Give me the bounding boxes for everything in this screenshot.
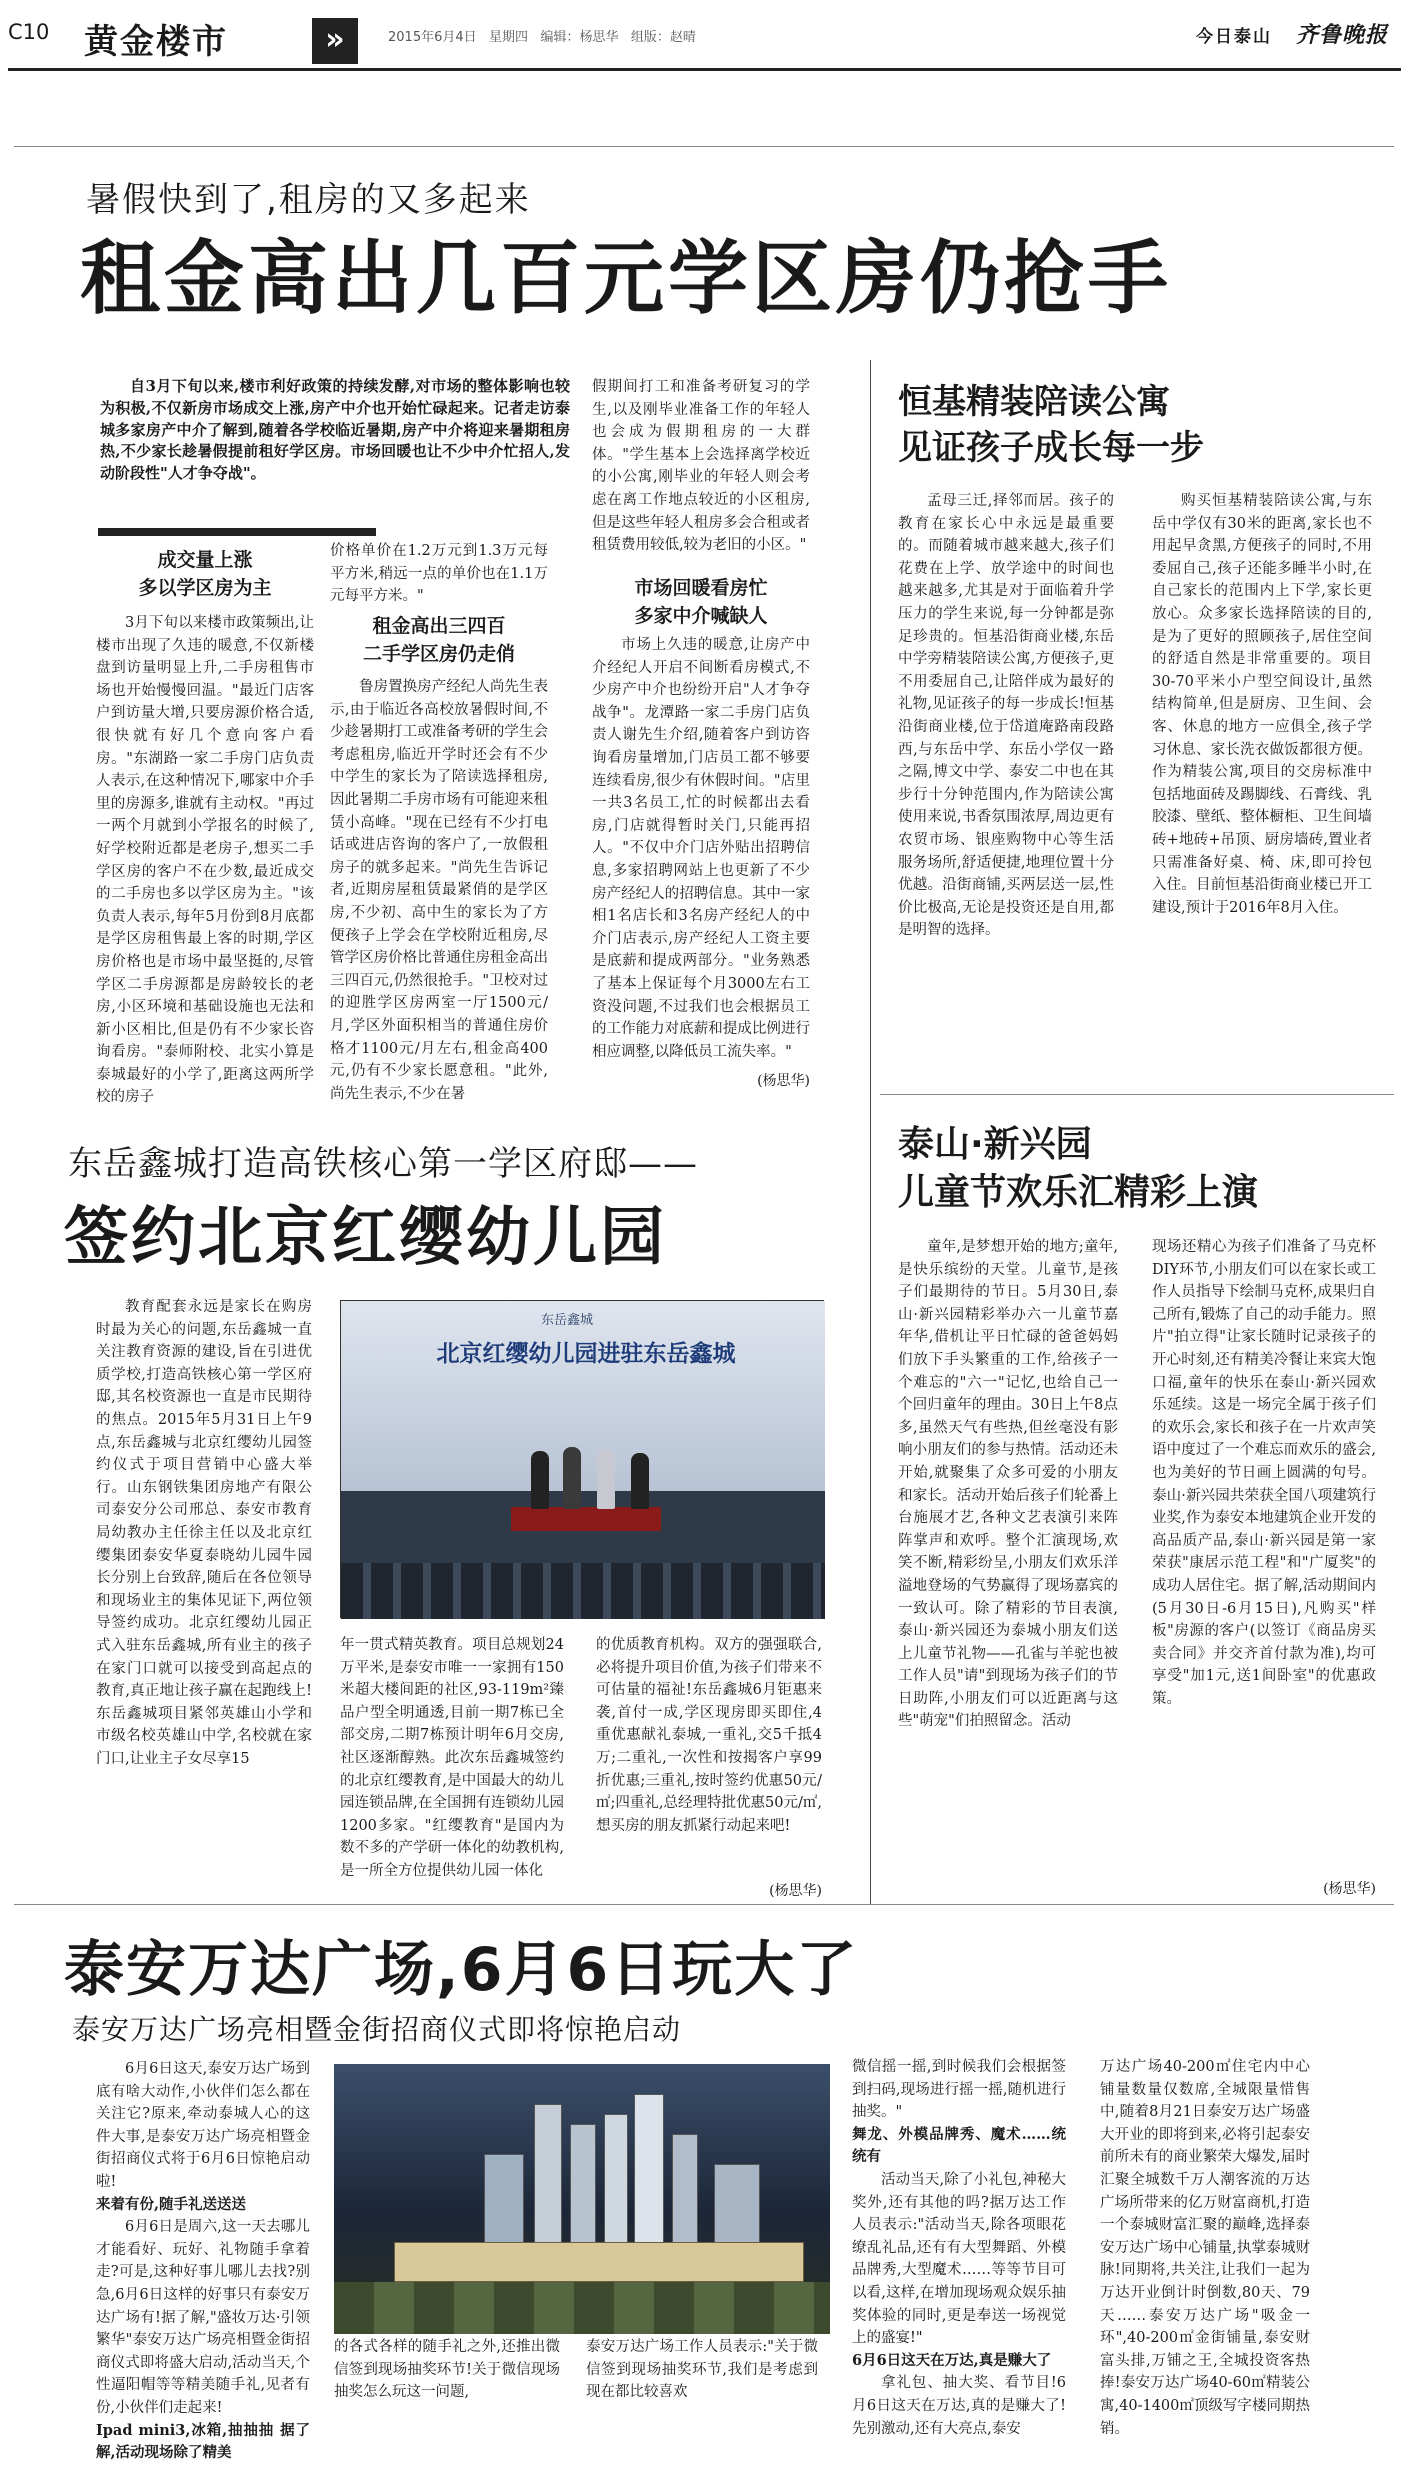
article3-column-a: [96, 1296, 312, 1902]
tower: [570, 2124, 596, 2254]
article1-column-b2-text: 鲁房置换房产经纪人尚先生表示,由于临近各高校放暑假时间,不少趁暑期打工或准备考研的学生会考虑租房,临近开学时还会有不少中学生的家长为了陪读选择租房,因此暑期二手房市场有可能迎来租赁小高峰。"现在已经有不少打电话或进店咨询的客户了,一放假租房子的就多起来。"尚先生告诉记者,近期房屋租赁最紧俏的是学区房,不少初、高中生的家长为了方便孩子上学会在学校附近租房,尽管学区房价格比普通住房租金高出三四百元,仍然很抢手。"卫校对过的迎胜学区房两室一厅1500元/月,学区外面积相当的普通住房价格才1100元/月左右,租金高400元,仍有不少家长愿意租。"此外,尚先生表示,不少在暑: [330, 679, 548, 1102]
person-figure: [597, 1449, 615, 1509]
article5-column-a-subhead: 来着有份,随手礼送送送: [96, 2195, 247, 2213]
article4-column-a: [898, 1236, 1118, 1886]
tower: [484, 2154, 524, 2254]
article4-column-a-text: 童年,是梦想开始的地方;童年,是快乐缤纷的天堂。儿童节,是孩子们最期待的节日。5月30日,泰山·新兴园精彩举办六一儿童节嘉年华,借机让平日忙碌的爸爸妈妈们放下手头繁重的工作,给孩子一个难忘的"六一"记忆,也给自己一个回归童年的理由。30日上午8点多,虽然天气有些热,但丝毫没有影响小朋友们的参与热情。活动还未开始,就聚集了众多可爱的小朋友和家长。活动开始后孩子们轮番上台施展才艺,各种文艺表演引来阵阵掌声和欢呼。整个汇演现场,欢笑不断,精彩纷呈,小朋友们欢乐洋溢地登场的气势赢得了现场嘉宾的一致认可。除了精彩的节目表演,泰山·新兴园还为泰城小朋友们送上儿童节礼物——孔雀与羊驼也被工作人员"请"到现场为孩子们的节日助阵,小朋友们可以近距离与这些"萌宠"们拍照留念。活动: [898, 1239, 1118, 1730]
column-divider-2: [870, 1106, 871, 1904]
article1-column-a: [96, 612, 314, 1106]
article3-column-a-text: 教育配套永远是家长在购房时最为关心的问题,东岳鑫城一直关注教育资源的建设,旨在引进优质学校,打造高铁核心第一学区府邸,其名校资源也一直是市民期待的焦点。2015年5月31日上午9点,东岳鑫城与北京红缨幼儿园签约仪式于项目营销中心盛大举行。山东钢铁集团房地产有限公司泰安分公司邢总、泰安市教育局幼教办主任徐主任以及北京红缨集团泰安华夏泰晓幼儿园牛园长分别上台致辞,随后在各位领导和现场业主的集体见证下,两位领导签约成功。北京红缨幼儿园正式入驻东岳鑫城,所有业主的孩子在家门口就可以接受到高起点的教育,真正地让孩子赢在起跑线上!东岳鑫城项目紧邻英雄山小学和市级名校英雄山中学,名校就在家门口,让业主子女尽享15: [96, 1299, 312, 1767]
article4-headline-line1: 泰山·新兴园: [898, 1124, 1092, 1165]
article5-column-d-text: 微信摇一摇,到时候我们会根据签到扫码,现场进行摇一摇,随机进行抽奖。": [852, 2059, 1066, 2121]
article2-column-b-text: 购买恒基精装陪读公寓,与东岳中学仅有30米的距离,家长也不用起早贪黑,方便孩子的同时,不用委屈自己,孩子还能多睡半小时,在自己家长的范围内上下学,家长更放心。众多家长选择陪读的目的,是为了更好的照顾孩子,居住空间的舒适自然是非常重要的。项目30-70平米小户型空间设计,虽然结构简单,但是厨房、卫生间、会客、休息的地方一应俱全,孩子学习休息、家长洗衣做饭都很方便。作为精装公寓,项目的交房标准中包括地面砖及踢脚线、石膏线、乳胶漆、壁纸、整体橱柜、卫生间墙砖+地砖+吊顶、厨房墙砖,置业者只需准备好桌、椅、床,即可拎包入住。目前恒基沿街商业楼已开工建设,预计于2016年8月入住。: [1152, 493, 1372, 916]
article2-column-a-text: 孟母三迁,择邻而居。孩子的教育在家长心中永远是最重要的。而随着城市越来越大,孩子们花费在上学、放学途中的时间也越来越多,尤其是对于面临着升学压力的学生来说,每一分钟都是弥足珍贵的。恒基沿街商业楼,东岳中学旁精装陪读公寓,方便孩子,更不用委屈自己,让陪伴成为最好的礼物,见证孩子的每一步成长!恒基沿街商业楼,位于岱道庵路南段路西,与东岳中学、东岳小学仅一路之隔,博文中学、泰安二中也在其步行十分钟范围内,作为陪读公寓使用来说,书香氛围浓厚,周边更有农贸市场、银座购物中心等生活服务场所,舒适便捷,地理位置十分优越。沿街商铺,买两层送一层,性价比极高,无论是投资还是自用,都是明智的选择。: [898, 493, 1114, 939]
article2-column-b: [1152, 490, 1372, 1090]
article5-column-a-text2: 6月6日是周六,这一天去哪儿才能看好、玩好、礼物随手拿着走?可是,这种好事儿哪儿去找?别急,6月6日这样的好事只有泰安万达广场有!据了解,"盛妆万达·引领繁华"泰安万达广场亮相暨金街招商仪式即将盛大启动,活动当天,个性逼阳帽等等精美随手礼,见者有份,小伙伴们走起来!: [96, 2219, 310, 2416]
article5-column-d-text3: 拿礼包、抽大奖、看节目!6月6日这天在万达,真的是赚大了!先别激动,还有大亮点,泰安: [852, 2375, 1066, 2437]
article1-column-b1-text: 价格单价在1.2万元到1.3万元每平方米,稍远一点的单价也在1.1万元每平方米。": [330, 543, 548, 605]
article4-headline-line2: 儿童节欢乐汇精彩上演: [898, 1172, 1259, 1213]
double-chevron-right-icon: »: [312, 18, 358, 64]
article3-headline: 签约北京红缨幼儿园: [64, 1201, 667, 1275]
article5-headline: 泰安万达广场,6月6日玩大了: [64, 1935, 859, 2005]
article5-column-a-text3: Ipad mini3,冰箱,抽抽抽 据了解,活动现场除了精美: [96, 2421, 310, 2462]
article1-subhead2-line2: 二手学区房仍走俏: [362, 643, 515, 665]
article5-column-b-text: 的各式各样的随手礼之外,还推出微信签到现场抽奖环节!关于微信现场抽奖怎么玩这一问题,: [334, 2339, 560, 2401]
photo-banner-text: 北京红缨幼儿园进驻东岳鑫城: [436, 1341, 736, 1367]
article2-headline-line2: 见证孩子成长每一步: [898, 428, 1204, 468]
article3-kicker: 东岳鑫城打造高铁核心第一学区府邸——: [68, 1144, 698, 1184]
article1-subhead3-line1: 市场回暖看房忙: [634, 577, 768, 599]
page-number: C10: [8, 20, 50, 44]
stage-backdrop: [341, 1301, 825, 1491]
section-title: 黄金楼市: [84, 22, 228, 62]
section-rule-2: [880, 1094, 1394, 1095]
top-rule: [14, 146, 1394, 147]
article1-subhead3: [592, 574, 810, 630]
ground-plaza: [334, 2282, 830, 2334]
article2-headline-line1: 恒基精装陪读公寓: [898, 382, 1170, 422]
article2-column-a: [898, 490, 1114, 1090]
tower: [534, 2104, 562, 2254]
article1-subhead1-line1: 成交量上涨: [157, 549, 253, 571]
article1-headline: 租金高出几百元学区房仍抢手: [80, 232, 1172, 325]
article5-column-a: [96, 2058, 310, 2462]
article1-subhead1: [96, 546, 314, 602]
header-rule: [8, 68, 1401, 71]
tower: [634, 2094, 664, 2254]
article3-column-b-text: 年一贯式精英教育。项目总规划24万平米,是泰安市唯一一家拥有150米超大楼间距的社区,93-119m²臻品户型全明通透,目前一期7栋已全部交房,二期7栋预计明年6月交房,社区逐渐醇熟。此次东岳鑫城签约的北京红缨教育,是中国最大的幼儿园连锁品牌,在全国拥有连锁幼儿园1200多家。"红缨教育"是国内为数不多的产学研一体化的幼教机构,是一所全方位提供幼儿园一体化: [340, 1637, 564, 1879]
editor-credit: 编辑：杨思华: [540, 30, 619, 45]
article1-column-a-text: 3月下旬以来楼市政策频出,让楼市出现了久违的暖意,不仅新楼盘到访量明显上升,二手房租售市场也开始慢慢回温。"最近门店客户到访量大增,只要房源价格合适,很快就有好几个意向客户看房。"东湖路一家二手房门店负责人表示,在这种情况下,哪家中介手里的房源多,谁就有主动权。"再过一两个月就到小学报名的时候了,好学校附近都是老房子,想买二手学区房的客户不在少数,最近成交的二手房也多以学区房为主。"该负责人表示,每年5月份到8月底都是学区房租售最上客的时期,学区房价格也是市场中最坚挺的,尽管学区二手房源都是房龄较长的老房,小区环境和基础设施也无法和新小区相比,但是仍有不少家长咨询看房。"泰师附校、北实小算是泰城最好的小学了,距离这两所学校的房子: [96, 615, 314, 1106]
article5-column-e: [1100, 2056, 1310, 2437]
article5-column-d-text2: 活动当天,除了小礼包,神秘大奖外,还有其他的吗?据万达工作人员表示:"活动当天,除各项眼花缭乱礼品,还有有大型舞蹈、外模品牌秀,大型魔术……等等节目可以看,这样,在增加现场观众娱乐抽奖体验的同时,更是奉送一场视觉上的盛宴!": [852, 2171, 1066, 2347]
article5-column-d-subhead2: 6月6日这天在万达,真是赚大了: [852, 2351, 1052, 2369]
article3-column-b: [340, 1634, 564, 1900]
article1-lead: [100, 376, 570, 528]
article4-column-b-text: 现场还精心为孩子们准备了马克杯DIY环节,小朋友们可以在家长或工作人员指导下绘制马克杯,成果归自己所有,锻炼了自己的动手能力。照片"拍立得"让家长随时记录孩子的开心时刻,还有精美冷餐让来宾大饱口福,童年的快乐在泰山·新兴园欢乐延续。这是一场完全属于孩子们的欢乐会,家长和孩子在一片欢声笑语中度过了一个难忘而欢乐的盛会,也为美好的节日画上圆满的句号。泰山·新兴园共荣获全国八项建筑行业奖,作为泰安本地建筑企业开发的高品质产品,泰山·新兴园是第一家荣获"康居示范工程"和"广厦奖"的成功人居住宅。据了解,活动期间内(5月30日-6月15日),凡购买"样板"房源的客户(以签订《商品房买卖合同》并交齐首付款为准),均可享受"加1元,送1间卧室"的优惠政策。: [1152, 1239, 1376, 1707]
issue-date: 2015年6月4日: [388, 30, 477, 45]
article5-subhead: 泰安万达广场亮相暨金街招商仪式即将惊艳启动: [72, 2013, 682, 2046]
article4-column-b: [1152, 1236, 1376, 1876]
paper-logo: 齐鲁晚报: [1296, 22, 1389, 48]
person-figure: [563, 1447, 581, 1509]
column-divider-1: [870, 360, 871, 1120]
article3-signature: (杨思华): [769, 1883, 822, 1899]
signing-ceremony-photo: [340, 1300, 824, 1618]
article1-column-c: [592, 634, 810, 1072]
tower: [672, 2134, 698, 2254]
mall-podium: [394, 2242, 804, 2282]
issue-weekday: 星期四: [489, 30, 529, 45]
article3-column-c-text: 的优质教育机构。双方的强强联合,必将提升项目价值,为孩子们带来不可估量的福祉!东岳鑫城6月钜惠来袭,首付一成,学区现房即买即住,4重优惠献礼泰城,一重礼,交5千抵4万;二重礼,一次性和按揭客户享99折优惠;三重礼,按时签约优惠50元/㎡;四重礼,总经理特批优惠50元/㎡,想买房的朋友抓紧行动起来吧!: [596, 1637, 822, 1834]
article1-subhead3-line2: 多家中介喊缺人: [634, 605, 768, 627]
section-rule-3: [14, 1904, 1394, 1905]
person-figure: [631, 1453, 649, 1509]
article5-column-b: [334, 2336, 560, 2401]
article1-column-c-text: 市场上久违的暖意,让房产中介经纪人开启不间断看房模式,不少房产中介也纷纷开启"人才争夺战争"。龙潭路一家二手房门店负责人谢先生介绍,随着客户到访咨询看房量增加,门店员工都不够要连续看房,很少有休假时间。"店里一共3名员工,忙的时候都出去看房,门店就得暂时关门,只能再招人。"不仅中介门店外贴出招聘信息,多家招聘网站上也更新了不少房产经纪人的招聘信息。其中一家相1名店长和3名房产经纪人的中介门店表示,房产经纪人工资主要是底薪和提成两部分。"业务熟悉了基本上保证每个月3000左右工资没问题,不过我们也会根据员工的工作能力对底薪和提成比例进行相应调整,以降低员工流失率。": [592, 637, 810, 1060]
article1-subhead1-line2: 多以学区房为主: [138, 577, 272, 599]
article5-column-c-text: 泰安万达广场工作人员表示:"关于微信签到现场抽奖环节,我们是考虑到现在都比较喜欢: [586, 2339, 818, 2401]
article5-column-d-subhead: 舞龙、外模品牌秀、魔术……统统有: [852, 2125, 1066, 2166]
article4-signature: (杨思华): [1323, 1881, 1376, 1897]
tower: [604, 2114, 628, 2254]
article1-column-c-top: [592, 376, 810, 558]
article5-column-c: [586, 2336, 818, 2401]
article1-kicker: 暑假快到了,租房的又多起来: [86, 180, 531, 220]
article1-subhead2: [330, 612, 548, 668]
edition-name: 今日泰山: [1196, 27, 1272, 47]
audience-row: [341, 1563, 825, 1619]
header-meta: [388, 26, 696, 45]
article1-column-c-top-text: 假期间打工和准备考研复习的学生,以及刚毕业准备工作的年轻人也会成为假期租房的一大群体。"学生基本上会选择离学校近的小公寓,刚毕业的年轻人则会考虑在离工作地点较近的小区租房,但是这些年轻人租房多会合租或者租赁费用较低,较为老旧的小区。": [592, 379, 810, 554]
article1-column-b1: [330, 540, 548, 610]
article5-column-a-text: 6月6日这天,泰安万达广场到底有啥大动作,小伙伴们怎么都在关注它?原来,牵动泰城人心的这件大事,是泰安万达广场亮相暨金街招商仪式将于6月6日惊艳启动啦!: [96, 2061, 310, 2190]
article3-column-c: [596, 1634, 822, 1878]
photo-logo-text: 东岳鑫城: [541, 1313, 594, 1328]
tower: [714, 2164, 760, 2254]
article1-signature: (杨思华): [757, 1073, 810, 1089]
article1-subhead2-line1: 租金高出三四百: [372, 615, 506, 637]
article1-lead-rule: [98, 528, 376, 536]
article5-column-d: [852, 2056, 1066, 2437]
wanda-rendering-photo: [334, 2064, 830, 2334]
article1-column-b2: [330, 676, 548, 1102]
signing-table: [511, 1507, 661, 1531]
person-figure: [531, 1451, 549, 1509]
article1-lead-text: 自3月下旬以来,楼市利好政策的持续发酵,对市场的整体影响也较为积极,不仅新房市场成交上涨,房产中介也开始忙碌起来。记者走访泰城多家房产中介了解到,随着各学校临近暑期,房产中介将迎来暑期租房热,不少家长趁暑假提前租好学区房。市场回暖也让不少中介忙招人,发动阶段性"人才争夺战"。: [100, 377, 570, 483]
designer-credit: 组版：赵晴: [630, 30, 696, 45]
article5-column-e-text: 万达广场40-200㎡住宅内中心铺量数量仅数席,全城限量惜售中,随着8月21日泰安万达广场盛大开业的即将到来,必将引起泰安前所未有的商业繁荣大爆发,届时汇聚全城数千万人潮客流的万达广场所带来的亿万财富商机,打造一个泰城财富汇聚的巅峰,选择泰安万达广场中心铺量,执掌泰城财脉!同期将,共关注,让我们一起为万达开业倒计时倒数,80天、79天……泰安万达广场"吸金一环",40-200㎡金街铺量,泰安财富头排,万铺之王,全城投资客热捧!泰安万达广场40-60㎡精装公寓,40-1400㎡顶级写字楼同期热销。: [1100, 2059, 1310, 2437]
